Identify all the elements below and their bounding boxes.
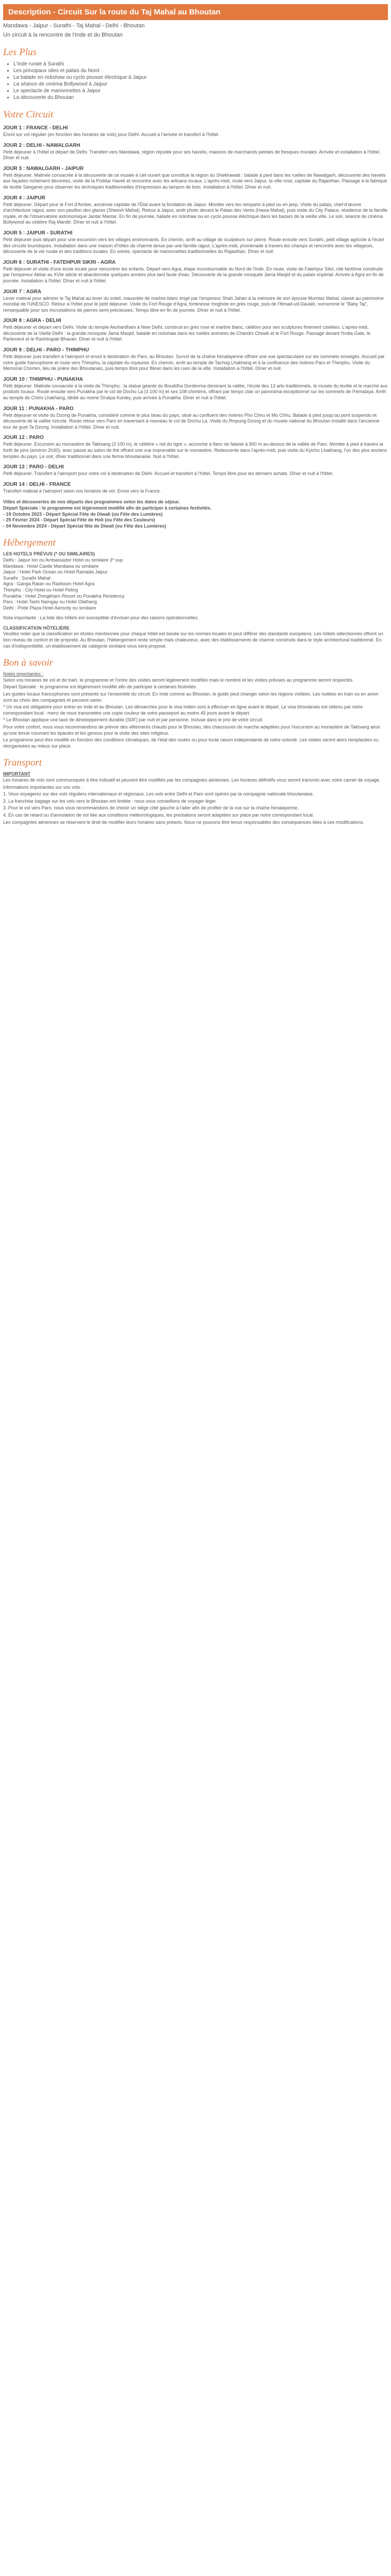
day-text: Petit déjeuner. Départ pour le Fort d'Amber, ancienne capitale de l'État avant la fondation de Jaipur. Montée vers les remparts à pied ou en jeep. Visite du palais, chef-d'œuvre d'architecture rajput, avec son pavillon des glaces (Sheesh Mahal). Retour à Jaipur, arrêt photo devant le Palais des Vents (Hawa Mahal), puis visite du City Palace, résidence de la famille royale, et de l'observatoire astronomique Jantar Mantar. En fin de journée, balade en rickshaw ou en cyclo pousse électrique dans les bazars de la vieille ville. Le soir, séance de cinéma Bollywood au célèbre Raj Mandir. Dîner et nuit à l'hôtel. (3, 201, 388, 225)
hotel-line: Surathi : Surathi Mahal (3, 575, 51, 581)
good-to-know-paragraph: * Un visa est obligatoire pour entrer en Inde et au Bhoutan. Les démarches pour le visa indien sont à effectuer en ligne avant le départ. Le visa bhoutanais est obtenu par notre correspondant local : merci de nous transmettre une copie couleur de votre passeport au moins 45 jours avant le départ. (3, 704, 363, 716)
day-title: JOUR 7 : AGRA (3, 289, 42, 295)
day-text: Petit déjeuner. Excursion au monastère de Taktsang (3 100 m), le célèbre « nid du tigre », accroché à flanc de falaise à 900 m au-dessus de la vallée de Paro. Montée à pied à travers la forêt de pins (environ 2h30), avec pause au salon de thé offrant une vue imprenable sur le monastère. Redescente dans l'après-midi, puis visite du Kyichu Lhakhang, l'un des plus anciens temples du pays. Le soir, dîner traditionnel dans une ferme bhoutanaise. Nuit à l'hôtel. (3, 442, 387, 459)
day-text: Petit déjeuner et visite du Dzong de Punakha, considéré comme le plus beau du pays, situé au confluent des rivières Pho Chhu et Mo Chhu. Balade à pied jusqu'au pont suspendu et découverte de la vallée rizicole. Route retour vers Paro en traversant à nouveau le col de Dochu La. Visite du Rinpung Dzong et du musée national du Bhoutan installé dans l'ancienne tour de guet Ta Dzong. Installation à l'hôtel. Dîner et nuit. (3, 412, 380, 430)
highlight-item: • Le spectacle de marionnettes à Jaipur (13, 88, 388, 94)
itinerary-days (3, 125, 388, 494)
day-text: Petit déjeuner. Matinée consacrée à la découverte de ce musée à ciel ouvert que constitue la région du Shekhawati : balade à pied dans les ruelles de Nawalgarh, découverte des havelis aux façades richement décorées, visite de la Poddar Haveli et rencontre avec les artisans locaux. L'après-midi, route vers Jaipur, la ville rose, capitale du Rajasthan. Passage à la fabrique de textile Sanganer pour observer les techniques traditionnelles d'impression au tampon de bois. Installation à l'hôtel. Dîner et nuit. (3, 172, 387, 190)
highlight-item: • La découverte du Bhoutan (13, 94, 388, 101)
transport-paragraph: 4. En cas de retard ou d'annulation de vol liée aux conditions météorologiques, les prestations seront adaptées sur place par notre correspondant local. (3, 812, 314, 818)
day-text: Petit déjeuner. Transfert à l'aéroport pour votre vol à destination de Delhi. Accueil et transfert à l'hôtel. Temps libre pour les derniers achats. Dîner et nuit à l'hôtel. (3, 471, 334, 477)
hotel-line: Delhi : Jaipur Inn ou Ambassador Hotel ou similaire 3* sup (3, 557, 123, 563)
highlight-item: • Les principaux sites et palais du Nord (13, 67, 388, 74)
day-title: JOUR 1 : FRANCE - DELHI (3, 125, 68, 131)
hotel-line: Punakha : Hotel Zhingkham Resort ou Punakha Residency (3, 593, 125, 599)
highlights-title: Les Plus (3, 47, 37, 58)
day-title: JOUR 3 : NAWALGARH - JAIPUR (3, 165, 84, 172)
day-title: JOUR 4 : JAIPUR (3, 195, 45, 201)
day-title: JOUR 12 : PARO (3, 435, 44, 441)
day-text: Petit déjeuner et départ vers Delhi. Visite du temple Akshardham à New Delhi, construit en grès rose et marbre blanc, célèbre pour ses sculptures finement ciselées. L'après-midi, découverte de la Vieille Delhi : la grande mosquée Jama Masjid, balade en rickshaw dans les ruelles animées de Chandni Chowk et le Fort Rouge. Passage devant l'India Gate, le Parlement et le Rashtrapati Bhavan. Dîner et nuit à l'hôtel. (3, 325, 370, 342)
day-title: JOUR 2 : DELHI - NAWALGARH (3, 142, 80, 148)
good-to-know-paragraph: Pour votre confort, nous vous recommandons de prévoir des vêtements chauds pour le Bhoutan, des chaussures de marche adaptées pour l'excursion au monastère de Taktsang ainsi qu'une tenue couvrant les épaules et les genoux pour la visite des sites religieux. (3, 724, 380, 736)
day-title: JOUR 10 : THIMPHU - PUNAKHA (3, 376, 84, 382)
hotel-line: Jaipur : Hotel Park Ocean ou Hotel Ramada Jaipur (3, 569, 108, 575)
day-text: Petit déjeuner. Matinée consacrée à la visite de Thimphu : la statue géante du Bouddha Dordenma dominant la vallée, l'école des 13 arts traditionnels, le musée du textile et le marché aux produits locaux. Route ensuite vers Punakha par le col de Dochu La (3 100 m) et ses 108 chortens, offrant par temps clair un panorama exceptionnel sur les sommets de l'Himalaya. Arrêt au temple de Chimi Lhakhang, dédié au moine Drukpa Kunley, puis arrivée à Punakha. Dîner et nuit à l'hôtel. (3, 383, 388, 401)
route-line: Mandawa - Jaipur - Surathi - Taj Mahal - Delhi - Bhoutan (3, 23, 145, 29)
good-to-know-paragraph: Départ Spéciale : le programme est légèrement modifié afin de participer à certaines festivités. (3, 684, 198, 690)
intro-line: Un circuit à la rencontre de l'Inde et du Bhoutan (3, 32, 123, 38)
day-text: Petit déjeuner puis transfert à l'aéroport et envol à destination de Paro, au Bhoutan. Survol de la chaîne himalayenne offrant une vue spectaculaire sur les sommets enneigés. Accueil par votre guide francophone et route vers Thimphu, la capitale du royaume. En chemin, arrêt au temple de Tachog Lhakhang et à la confluence des rivières Paro et Thimphu. Visite du Memorial Chorten, lieu de prière des Bhoutanais, puis temps libre pour flâner dans les rues de la ville. Installation à l'hôtel. Dîner et nuit. (3, 354, 385, 371)
hotels-title: Hébergement (3, 537, 56, 549)
hotel-line: Paro : Hotel Tashi Namgay ou Hotel Olathang (3, 599, 97, 605)
day-title: JOUR 13 : PARO - DELHI (3, 464, 64, 470)
good-to-know-paragraph: Les guides locaux francophones sont présents sur l'ensemble du circuit. En Inde comme au Bhoutan, le guide peut changer selon les régions visitées. Les nuitées en train ou en avion sont au choix des compagnies et peuvent varier. (3, 691, 379, 703)
good-to-know-heading: Notes importantes : (3, 671, 44, 677)
good-to-know-paragraph: Selon vos horaires de vol et de train, le programme et l'ordre des visites seront légèrement modifiés mais le nombre et les visites prévues au programme seront respectés. (3, 677, 354, 683)
transport-paragraph: 3. Pour le vol vers Paro, nous vous recommandons de choisir un siège côté gauche à l'aller afin de profiter de la vue sur la chaîne himalayenne. (3, 805, 299, 811)
departure-line: Départ Spéciale : le programme est légèrement modifié afin de participer à certaines festivités. (3, 505, 212, 511)
day-title: JOUR 6 : SURATHI - FATEHPUR SIKRI - AGRA (3, 259, 116, 265)
transport-label: IMPORTANT (3, 771, 30, 777)
day-title: JOUR 9 : DELHI - PARO - THIMPHU (3, 347, 89, 353)
day-title: JOUR 8 : AGRA - DELHI (3, 318, 61, 324)
page (0, 4, 391, 837)
transport-paragraph: Les compagnies aériennes se réservent le droit de modifier leurs horaires sans préavis. Nous ne pouvons être tenus responsables des conséquences liées à ces modifications. (3, 819, 364, 825)
day-text: Petit déjeuner et visite d'une école locale pour rencontrer les enfants. Départ vers Agra, étape incontournable du Nord de l'Inde. En route, visite de Fatehpur Sikri, cité fantôme construite par l'empereur Akbar au XVIe siècle et abandonnée quelques années plus tard faute d'eau. Découverte de la grande mosquée Jama Masjid et du palais impérial. Arrivée à Agra en fin de journée. Installation à l'hôtel. Dîner et nuit à l'hôtel. (3, 266, 384, 283)
hotel-line: Thimphu : City Hotel ou Hotel Peling (3, 587, 78, 592)
highlight-item: • La balade en rickshaw ou cyclo pousse électrique à Jaipur (13, 74, 388, 81)
highlights-list (3, 61, 388, 101)
day-text: Transfert matinal à l'aéroport selon vos horaires de vol. Envol vers la France. (3, 488, 161, 494)
good-to-know-paragraph: * Le Bhoutan applique une taxe de développement durable (SDF) par nuit et par personne, incluse dans le prix de votre circuit. (3, 717, 264, 723)
departure-line: - 04 Novembre 2024 - Départ Spécial fête de Diwali (ou Fête des Lumières) (3, 523, 167, 529)
hotels-subtitle: LES HOTELS PRÉVUS (* OU SIMILAIRES) (3, 551, 95, 557)
classification-title: CLASSIFICATION HÔTELIÈRE (3, 625, 70, 631)
day-title: JOUR 11 : PUNAKHA - PARO (3, 405, 74, 412)
transport-paragraph: Les horaires de vols sont communiqués à titre indicatif et peuvent être modifiés par les compagnies aériennes. Les horaires définitifs vous seront transmis avec votre carnet de voyage. (3, 777, 381, 783)
good-to-know-title: Bon à savoir (3, 657, 54, 669)
hotel-line: Agra : Ganga Ratan ou Radisson Hotel Agra (3, 581, 95, 587)
transport-paragraph: Informations importantes sur vos vols : (3, 784, 83, 790)
page-title-banner: Description - Circuit Sur la route du Taj Mahal au Bhoutan (3, 4, 388, 20)
day-title: JOUR 14 : DELHI - FRANCE (3, 481, 71, 487)
classification-text: Veuillez noter que la classification en étoiles mentionnée pour chaque hôtel est basée sur les normes locales et peut différer des standards européens. Les hôtels sélectionnés offrent un bon niveau de confort et de propreté. Au Bhoutan, l'hébergement reste simple mais chaleureux, avec des établissements de charme construits dans le style architectural traditionnel. En cas d'indisponibilité, un établissement de catégorie similaire vous sera proposé. (3, 631, 383, 649)
highlight-item: • La séance de cinéma Bollywood à Jaipur (13, 81, 388, 88)
day-text: Envol sur vol régulier (en fonction des horaires de vols) pour Delhi. Accueil à l'arrivée et transfert à l'hôtel. (3, 132, 220, 137)
hotel-line: Mandawa : Hotel Castle Mandawa ou similaire (3, 563, 99, 569)
hotels-note: Nota importante : La liste des hôtels est susceptible d'évoluer pour des raisons opérationnelles. (3, 615, 199, 621)
good-to-know-paragraph: Le programme peut être modifié en fonction des conditions climatiques, de l'état des routes ou pour toute raison indépendante de notre volonté. Les visites seront alors remplacées ou réorganisées au mieux sur place. (3, 737, 379, 749)
day-text: Petit déjeuner à l'hôtel et départ de Delhi. Transfert vers Mandawa, région réputée pour ses havelis, maisons de marchands peintes de fresques murales. Arrivée et installation à l'hôtel. Dîner et nuit. (3, 149, 381, 161)
transport-paragraph: 2. La franchise bagage sur les vols vers le Bhoutan est limitée : nous vous conseillons de voyager léger. (3, 798, 217, 804)
departures-intro: Villes et découvertes de nos départs des programmes selon les dates de séjour. (3, 499, 180, 505)
day-title: JOUR 5 : JAIPUR - SURATHI (3, 230, 73, 236)
day-text: Petit déjeuner puis départ pour une excursion vers les villages environnants. En chemin, arrêt au village de sculpteurs sur pierre. Route ensuite vers Surathi, petit village agricole à l'écart des circuits touristiques. Installation dans une maison d'hôtes de charme tenue par une famille rajput. L'après-midi, promenade à travers les champs et rencontre avec les villageois, découverte de la vie rurale et des traditions locales. En soirée, spectacle de marionnettes traditionnelles du Rajasthan. Dîner et nuit. (3, 236, 384, 255)
transport-title: Transport (3, 757, 42, 769)
transport-paragraph: 1. Vous voyagerez sur des vols réguliers internationaux et régionaux. Les vols entre Delhi et Paro sont opérés par la compagnie nationale bhoutanaise. (3, 791, 314, 797)
departure-line: - 19 Octobre 2023 - Départ Spécial Fête de Diwali (ou Fête des Lumières) (3, 511, 163, 517)
itinerary-title: Votre Circuit (3, 109, 54, 120)
day-text: Lever matinal pour admirer le Taj Mahal au lever du soleil, mausolée de marbre blanc érigé par l'empereur Shah Jahan à la mémoire de son épouse Mumtaz Mahal, classé au patrimoine mondial de l'UNESCO. Retour à l'hôtel pour le petit déjeuner. Visite du Fort Rouge d'Agra, forteresse moghole en grès rouge, puis de l'Itimad-ud-Daulah, surnommé le "Baby Taj", remarquable pour ses incrustations de pierres semi-précieuses. Temps libre en fin de journée. Dîner et nuit à l'hôtel. (3, 295, 384, 313)
hotel-line: Delhi : Pride Plaza Hotel Aerocity ou similaire (3, 605, 96, 611)
departure-line: - 25 Février 2024 - Départ Spécial Fête de Holi (ou Fête des Couleurs) (3, 517, 155, 523)
highlight-item: • L'Inde rurale à Surathi (13, 61, 388, 67)
